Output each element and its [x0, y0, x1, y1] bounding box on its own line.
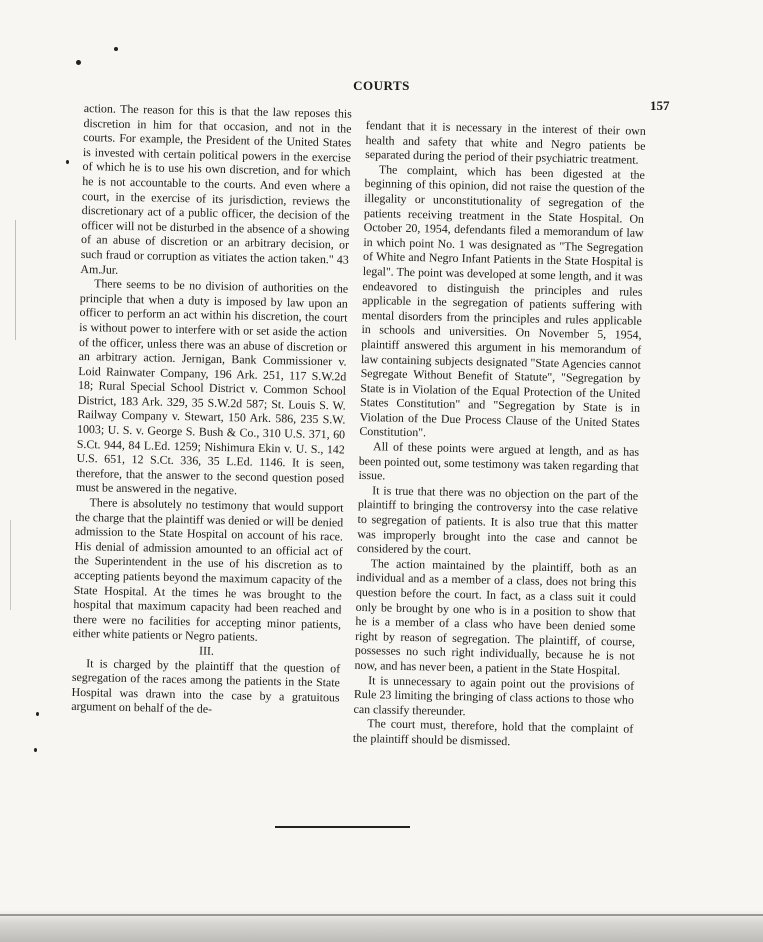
paragraph: action. The reason for this is that the law reposes this discretion in him for that occasion, and not in the courts. For example, the President of the United States is invested with certain political powers in the exercise of which he is to use his own discretion, and for which he is not accountable to the courts. And even where a court, in the exercise of its jurisdiction, reviews the discretionary act of a public officer, the decision of the officer will not be disturbed in the absence of a showing of an abuse of discretion or an arbitrary decision, or such fraud or corruption as vitiates the action taken." 43 Am.Jur.	[80, 101, 352, 277]
page-number: 157	[650, 98, 670, 113]
scan-speck	[114, 47, 118, 51]
paragraph: There is absolutely no testimony that would support the charge that the plaintiff was denied or will be denied admission to the State Hospital on account of his race. His denial of admission amounted to an official act of the Superintendent in the use of his discretion as to accepting patients beyond the maximum capacity of the State Hospital. At the times he was brought to the hospital that maximum capacity had been reached and there were no facilities for accepting minor patients, either white patients or Negro patients.	[72, 495, 344, 645]
margin-mark	[15, 220, 16, 340]
scan-speck	[66, 160, 69, 164]
margin-mark	[10, 520, 11, 610]
paragraph: The court must, therefore, hold that the complaint of the plaintiff should be dismissed.	[352, 716, 634, 749]
paragraph: It is unnecessary to again point out the provisions of Rule 23 limiting the bringing of class actions to those who can classify thereunder.	[353, 672, 635, 718]
paragraph: There seems to be no division of authorities on the principle that when a duty is imposed by law upon an officer to perform an act within his discretion, the court is without power to interfere with or set aside the action of the officer, unless there was an abuse of discretion or an arbitrary action. Jernigan, Bank Commissioner v. Loid Rainwater Company, 196 Ark. 251, 117 S.W.2d 18; Rural Special School District v. Common School District, 183 Ark. 329, 35 S.W.2d 587; St. Louis S. W. Railway Company v. Stewart, 150 Ark. 586, 235 S.W. 1003; U. S. v. George S. Bush & Co., 310 U.S. 371, 60 S.Ct. 944, 84 L.Ed. 1259; Nishimura Ekin v. U. S., 142 U.S. 651, 12 S.Ct. 336, 35 L.Ed. 1146. It is seen, therefore, that the answer to the second question posed must be answered in the negative.	[75, 276, 349, 498]
end-rule	[275, 826, 410, 828]
scan-speck	[36, 712, 39, 716]
scan-edge-line	[0, 914, 763, 916]
paragraph: The complaint, which has been digested at the beginning of this opinion, did not raise the question of the illegality or unconstitutionality of segregation of the patients receiving treatment in the State Hospital. On October 20, 1954, defendants filed a memorandum of law in which point No. 1 was designated as "The Segregation of White and Negro Infant Patients in the State Hospital is legal". The point was developed at some length, and it was endeavored to distinguish the principles and rules applicable in the segregation of patients suffering with mental disorders from the principles and rules applicable in schools and universities. On November 5, 1954, plaintiff answered this argument in his memorandum of law containing subjects designated "State Agencies cannot Segregate Without Benefit of Statute", "Segregation by State is in Violation of the Equal Protection of the United States Constitution" and "Segregation by State is in Violation of the Due Process Clause of the United States Constitution".	[359, 162, 646, 440]
running-header: COURTS	[353, 78, 410, 93]
left-column	[71, 101, 352, 719]
scan-speck	[34, 748, 37, 752]
paragraph: The action maintained by the plaintiff, both as an individual and as a member of a class, does not bring this question before the court. In fact, as a class suit it could only be brought by one who is in a position to show that he is a member of a class who have been denied some right by reason of segregation. The plaintiff, of course, possesses no such right individually, because he is not now, and has never been, a patient in the State Hospital.	[354, 556, 637, 678]
section-heading: III.	[198, 643, 215, 658]
paragraph: fendant that it is necessary in the interest of their own health and safety that white and Negro patients be separated during the period of their psychiatric treatment.	[365, 118, 646, 167]
scan-speck	[76, 60, 81, 65]
paragraph: It is charged by the plaintiff that the question of segregation of the races among the patients in the State Hospital was drawn into the case by a gratuitous argument on behalf of the de-	[71, 655, 341, 717]
paragraph: It is true that there was no objection on the part of the plaintiff to bringing the controversy into the case relative to segregation of patients. It is also true that this matter was improperly brought into the case and cannot be considered by the court.	[356, 483, 639, 558]
paragraph: All of these points were argued at length, and as has been pointed out, some testimony was taken regarding that issue.	[358, 439, 640, 483]
right-column	[353, 118, 646, 751]
